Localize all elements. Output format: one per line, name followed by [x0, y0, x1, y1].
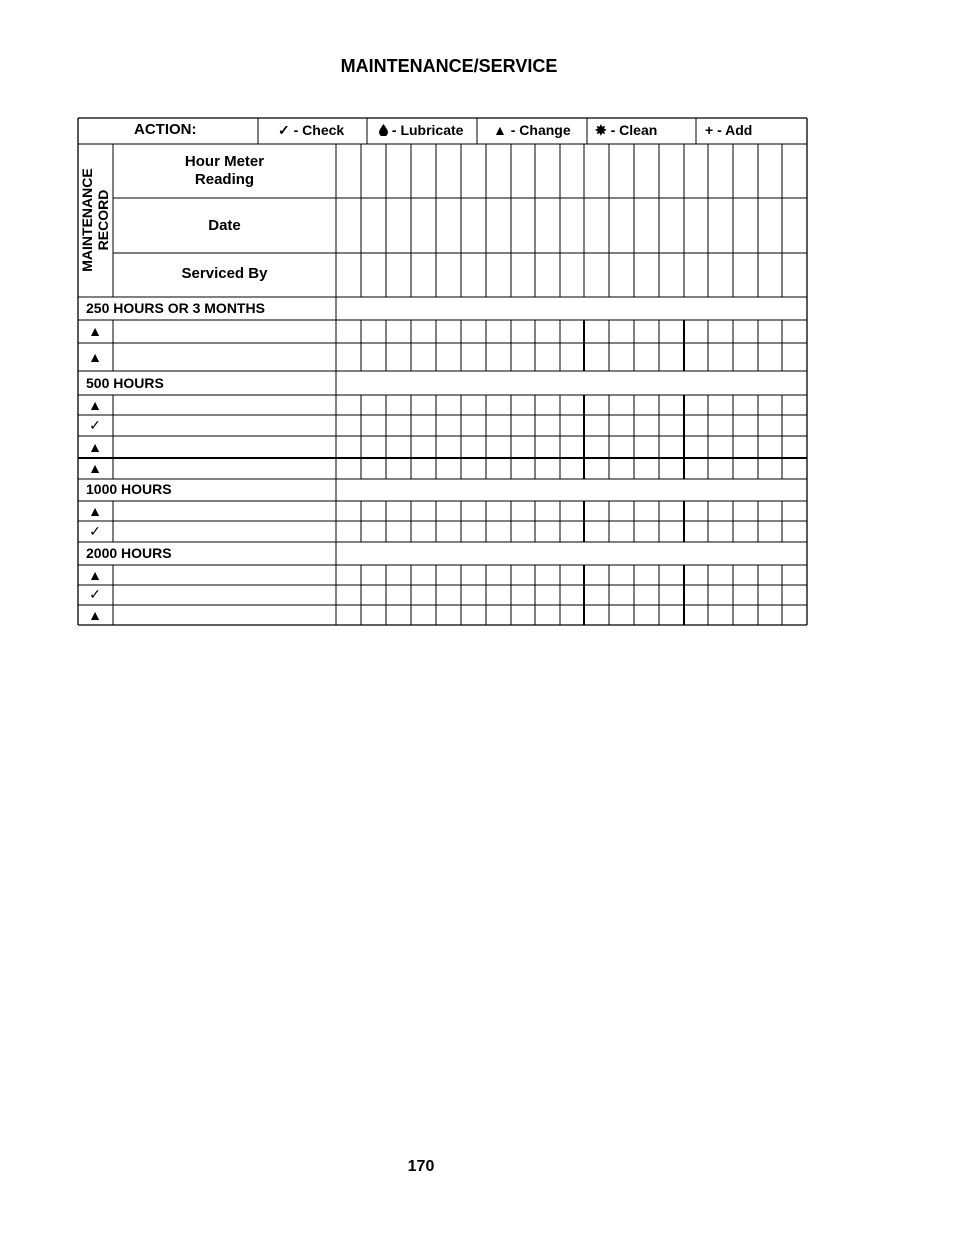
task-marker: ✓: [89, 586, 101, 602]
drop-icon: [379, 124, 388, 136]
legend-add-text: - Add: [717, 122, 753, 138]
section-heading-250: 250 HOURS OR 3 MONTHS: [86, 300, 265, 316]
maintenance-record-label: MAINTENANCE RECORD: [79, 168, 111, 272]
serviced-by-label: Serviced By: [181, 265, 268, 282]
legend-check: [278, 122, 344, 139]
legend-clean-text: - Clean: [610, 122, 658, 138]
page-number: 170: [407, 1158, 435, 1175]
task-marker: ✓: [89, 417, 101, 433]
section-heading-500: 500 HOURS: [86, 375, 164, 391]
task-marker: ▲: [88, 397, 102, 413]
task-marker: ▲: [88, 567, 102, 583]
task-marker: ▲: [88, 439, 102, 455]
date-label: Date: [208, 217, 241, 234]
asterisk-icon: ✸: [595, 122, 607, 138]
action-label: ACTION:: [134, 121, 197, 138]
section-heading-2000: 2000 HOURS: [86, 545, 172, 561]
legend-check-text: - Check: [293, 122, 345, 138]
task-marker: ▲: [88, 323, 102, 339]
legend-lubricate-text: - Lubricate: [391, 122, 464, 138]
task-marker: ✓: [89, 523, 101, 539]
legend-change: [493, 122, 571, 138]
task-marker: ▲: [88, 349, 102, 365]
plus-icon: +: [705, 122, 714, 138]
task-marker: ▲: [88, 607, 102, 623]
triangle-icon: ▲: [493, 122, 507, 138]
legend-clean: [595, 122, 657, 139]
check-icon: ✓: [278, 122, 290, 138]
legend-lubricate: [379, 122, 463, 138]
page-title: MAINTENANCE/SERVICE: [340, 56, 558, 76]
task-marker: ▲: [88, 460, 102, 476]
legend-change-text: - Change: [510, 122, 571, 138]
hour-meter-reading-label: Hour Meter Reading: [184, 153, 265, 188]
section-heading-1000: 1000 HOURS: [86, 481, 172, 497]
task-marker: ▲: [88, 503, 102, 519]
legend-add: [705, 122, 752, 138]
